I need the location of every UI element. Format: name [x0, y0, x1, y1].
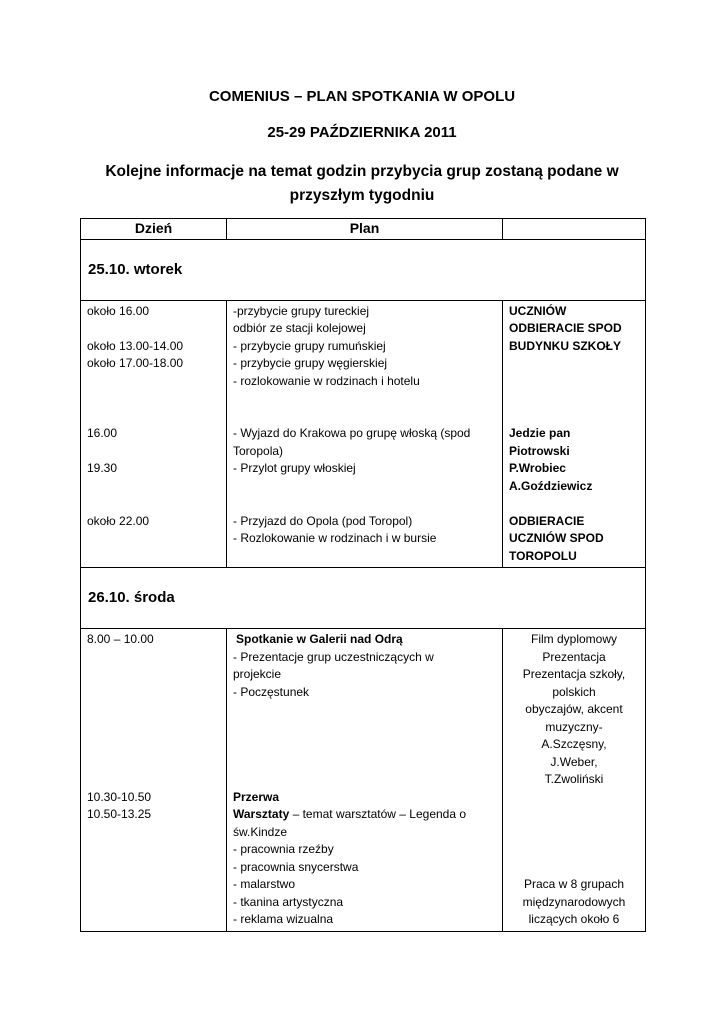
text-line [87, 390, 220, 408]
text-line: 8.00 – 10.00 [87, 632, 154, 646]
text-line: Praca w 8 grupach [523, 877, 625, 891]
times-cell-2 [81, 629, 227, 932]
text-line: 19.30 [87, 461, 118, 475]
page-note [0, 160, 724, 208]
column-header-plan: Plan [227, 219, 503, 240]
column-header-notes [503, 219, 646, 240]
text-line [233, 408, 496, 426]
text-line: - Wyjazd do Krakowa po grupę włoską (spod [233, 426, 471, 440]
plan-cell-2 [227, 629, 503, 932]
text-line: 10.50-13.25 [87, 807, 152, 821]
notes-cell-2 [503, 629, 646, 932]
text-line: - malarstwo [233, 877, 296, 891]
plan-workshop-label: Warsztaty [233, 807, 290, 821]
text-line: - Prezentacje grup uczestniczących w [233, 649, 434, 664]
text-line: - pracownia snycerstwa [233, 859, 359, 874]
schedule-row-1 [81, 300, 646, 568]
text-line [509, 495, 639, 513]
text-line: Prezentacja [542, 649, 606, 664]
text-line: projekcie [233, 667, 282, 681]
text-line: Piotrowski [509, 443, 570, 458]
schedule-table [80, 218, 646, 932]
column-header-day: Dzień [81, 219, 227, 240]
text-line: J.Weber, [550, 754, 598, 769]
text-line: około 17.00-18.00 [87, 356, 184, 370]
notes-list-b [509, 876, 639, 929]
text-line [509, 355, 639, 373]
text-line [233, 771, 496, 789]
text-line: UCZNIÓW SPOD [509, 531, 604, 545]
text-line [87, 719, 220, 737]
text-line: P.Wrobiec [509, 461, 566, 475]
text-line [509, 390, 639, 408]
notes-cell-1 [503, 300, 646, 568]
text-line: - pracownia rzeźby [233, 842, 334, 856]
text-line [233, 719, 496, 737]
text-line: A.Goździewicz [509, 478, 593, 493]
times-cell-1 [81, 300, 227, 568]
text-line: Toropola) [233, 443, 284, 458]
text-line: św.Kindze [233, 824, 288, 839]
text-line: BUDYNKU SZKOŁY [509, 338, 622, 353]
text-line [87, 495, 220, 513]
page-note-line2: przyszłym tygodniu [289, 187, 435, 204]
text-line [87, 649, 220, 667]
plan-break: Przerwa [233, 789, 280, 804]
text-line: -przybycie grupy tureckiej [233, 303, 370, 318]
text-line: ODBIERACIE [509, 513, 585, 528]
plan-list-b [233, 824, 496, 929]
plan-cell-1 [227, 300, 503, 568]
day-row-2 [81, 568, 646, 629]
text-line [233, 754, 496, 772]
text-line: odbiór ze stacji kolejowej [233, 321, 366, 335]
text-line: 10.30-10.50 [87, 789, 152, 804]
text-line: - Poczęstunek [233, 684, 310, 699]
text-line: UCZNIÓW [509, 303, 567, 318]
text-line: - przybycie grupy węgierskiej [233, 356, 388, 370]
text-line: - Przylot grupy włoskiej [233, 461, 356, 475]
day-row-1 [81, 239, 646, 300]
page-dates: 25-29 PAŹDZIERNIKA 2011 [267, 124, 457, 141]
text-line: - reklama wizualna [233, 912, 334, 926]
text-line [233, 736, 496, 754]
text-line: - tkanina artystyczna [233, 894, 344, 909]
table-header-row [81, 219, 646, 240]
text-line: A.Szczęsny, [541, 737, 607, 751]
text-line [509, 373, 639, 391]
text-line [87, 443, 220, 461]
text-line [87, 771, 220, 789]
schedule-row-2 [81, 629, 646, 932]
day-title-2: 26.10. środa [81, 568, 646, 629]
text-line: T.Zwoliński [544, 772, 604, 786]
text-line: Film dyplomowy [530, 632, 617, 646]
text-line [509, 408, 639, 426]
plan-title-gallery: Spotkanie w Galerii nad Odrą [236, 632, 403, 646]
notes-list-a [509, 631, 639, 789]
text-line: 16.00 [87, 426, 118, 440]
text-line [233, 701, 496, 719]
text-line: obyczajów, akcent [525, 702, 623, 716]
text-line [87, 701, 220, 719]
day-title-1: 25.10. wtorek [81, 239, 646, 300]
text-line: - Rozlokowanie w rodzinach i w bursie [233, 531, 437, 545]
text-line: - rozlokowanie w rodzinach i hotelu [233, 373, 420, 388]
text-line: liczących około 6 [528, 912, 620, 926]
text-line: muzyczny- [545, 719, 603, 734]
text-line [87, 478, 220, 496]
text-line: międzynarodowych [522, 894, 626, 909]
notes-spacer [509, 789, 639, 877]
text-line [87, 666, 220, 684]
text-line [87, 754, 220, 772]
text-line: - Przyjazd do Opola (pod Toropol) [233, 513, 413, 528]
text-line [233, 478, 496, 496]
text-line [87, 373, 220, 391]
text-line [233, 495, 496, 513]
text-line [87, 408, 220, 426]
plan-list-a [233, 649, 496, 789]
page-note-line1: Kolejne informacje na temat godzin przybycia grup zostaną podane w [105, 163, 619, 180]
page-title: COMENIUS – PLAN SPOTKANIA W OPOLU [208, 88, 516, 105]
text-line: polskich [552, 684, 596, 699]
text-line: około 22.00 [87, 513, 150, 528]
text-line [87, 736, 220, 754]
plan-workshop [233, 806, 496, 824]
text-line [87, 320, 220, 338]
text-line: Jedzie pan [509, 426, 571, 440]
text-line: - przybycie grupy rumuńskiej [233, 338, 386, 353]
text-line: ODBIERACIE SPOD [509, 321, 622, 335]
text-line: około 16.00 [87, 303, 150, 318]
text-line: TOROPOLU [509, 548, 577, 563]
text-line [233, 390, 496, 408]
text-line [87, 684, 220, 702]
text-line: Prezentacja szkoły, [522, 667, 626, 681]
text-line: około 13.00-14.00 [87, 338, 184, 353]
plan-workshop-rest: – temat warsztatów – Legenda o [289, 807, 467, 821]
